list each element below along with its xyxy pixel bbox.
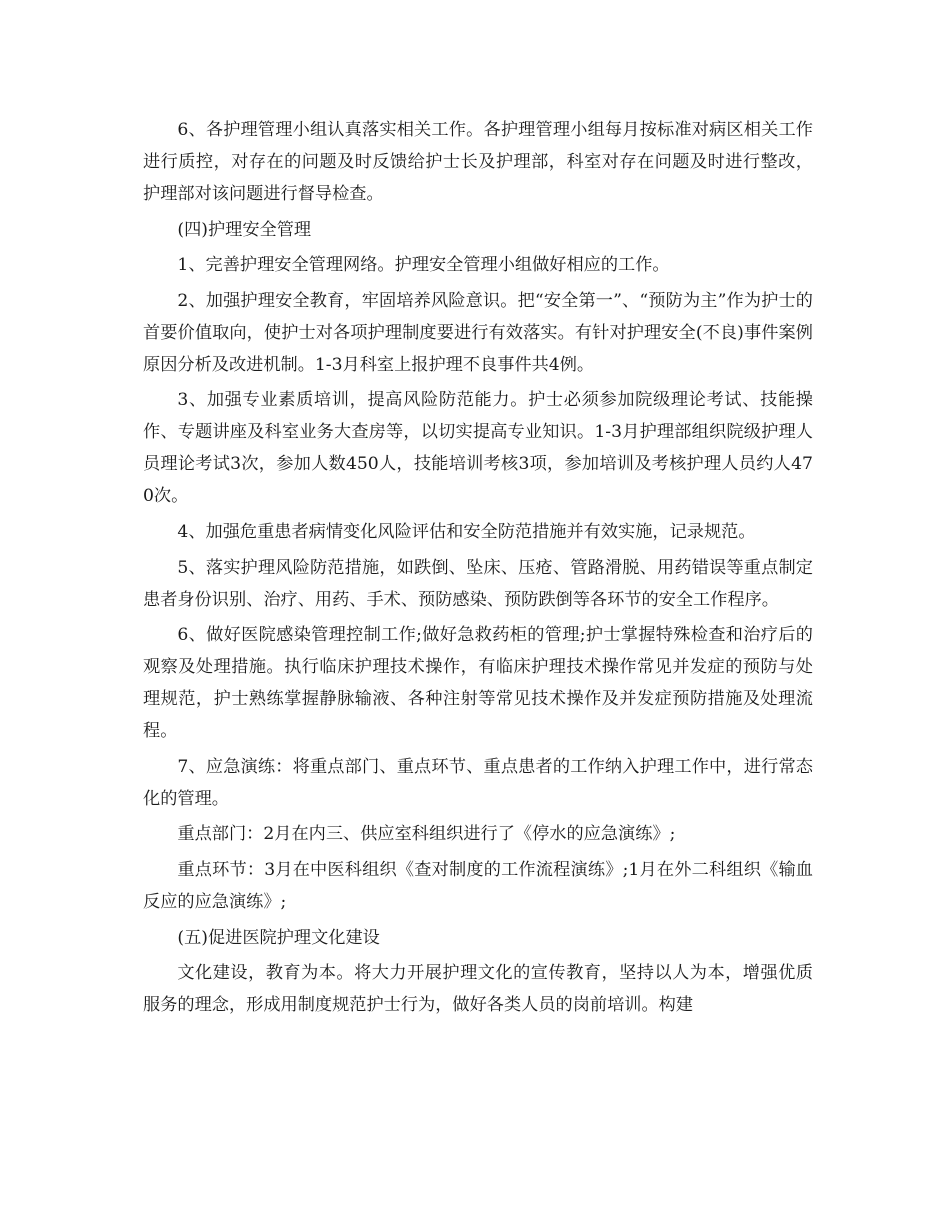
paragraph-item-5-risk-prevention: 5、落实护理风险防范措施，如跌倒、坠床、压疮、管路滑脱、用药错误等重点制定患者身份识别、治疗、用药、手术、预防感染、预防跌倒等各环节的安全工作程序。 <box>143 557 813 610</box>
paragraph-item-1-safety-network: 1、完善护理安全管理网络。护理安全管理小组做好相应的工作。 <box>177 255 670 276</box>
paragraph-key-departments: 重点部门：2月在内三、供应室科组织进行了《停水的应急演练》; <box>177 824 676 845</box>
paragraph-item-4-risk-assessment: 4、加强危重患者病情变化风险评估和安全防范措施并有效实施，记录规范。 <box>177 521 756 542</box>
paragraph-item-3-training: 3、加强专业素质培训，提高风险防范能力。护士必须参加院级理论考试、技能操作、专题讲座及科室业务大查房等，以切实提高专业知识。1-3月护理部组织院级护理人员理论考试3次，参加人数450人，技能培训考核3项，参加培训及考核护理人员约人470次。 <box>143 390 813 507</box>
section-heading-nursing-safety: (四)护理安全管理 <box>177 219 312 240</box>
paragraph-item-6-subgroup-work: 6、各护理管理小组认真落实相关工作。各护理管理小组每月按标准对病区相关工作进行质控，对存在的问题及时反馈给护士长及护理部，科室对存在问题及时进行整改，护理部对该问题进行督导检查。 <box>143 120 813 204</box>
paragraph-item-2-safety-education: 2、加强护理安全教育，牢固培养风险意识。把“安全第一”、“预防为主”作为护士的首要价值取向，使护士对各项护理制度要进行有效落实。有针对护理安全(不良)事件案例原因分析及改进机制。1-3月科室上报护理不良事件共4例。 <box>143 290 813 375</box>
document-body <box>143 114 813 1025</box>
paragraph-key-links: 重点环节：3月在中医科组织《查对制度的工作流程演练》;1月在外二科组织《输血反应的应急演练》; <box>143 859 813 912</box>
paragraph-item-6-infection-control: 6、做好医院感染管理控制工作;做好急救药柜的管理;护士掌握特殊检查和治疗后的观察及处理措施。执行临床护理技术操作，有临床护理技术操作常见并发症的预防与处理规范，护士熟练掌握静脉输液、各种注射等常见技术操作及并发症预防措施及处理流程。 <box>143 625 813 742</box>
paragraph-item-7-emergency-drill: 7、应急演练：将重点部门、重点环节、重点患者的工作纳入护理工作中，进行常态化的管理。 <box>143 756 813 809</box>
section-heading-nursing-culture: (五)促进医院护理文化建设 <box>177 927 380 948</box>
paragraph-culture-building: 文化建设，教育为本。将大力开展护理文化的宣传教育，坚持以人为本，增强优质服务的理念，形成用制度规范护士行为，做好各类人员的岗前培训。构建 <box>143 963 813 1016</box>
